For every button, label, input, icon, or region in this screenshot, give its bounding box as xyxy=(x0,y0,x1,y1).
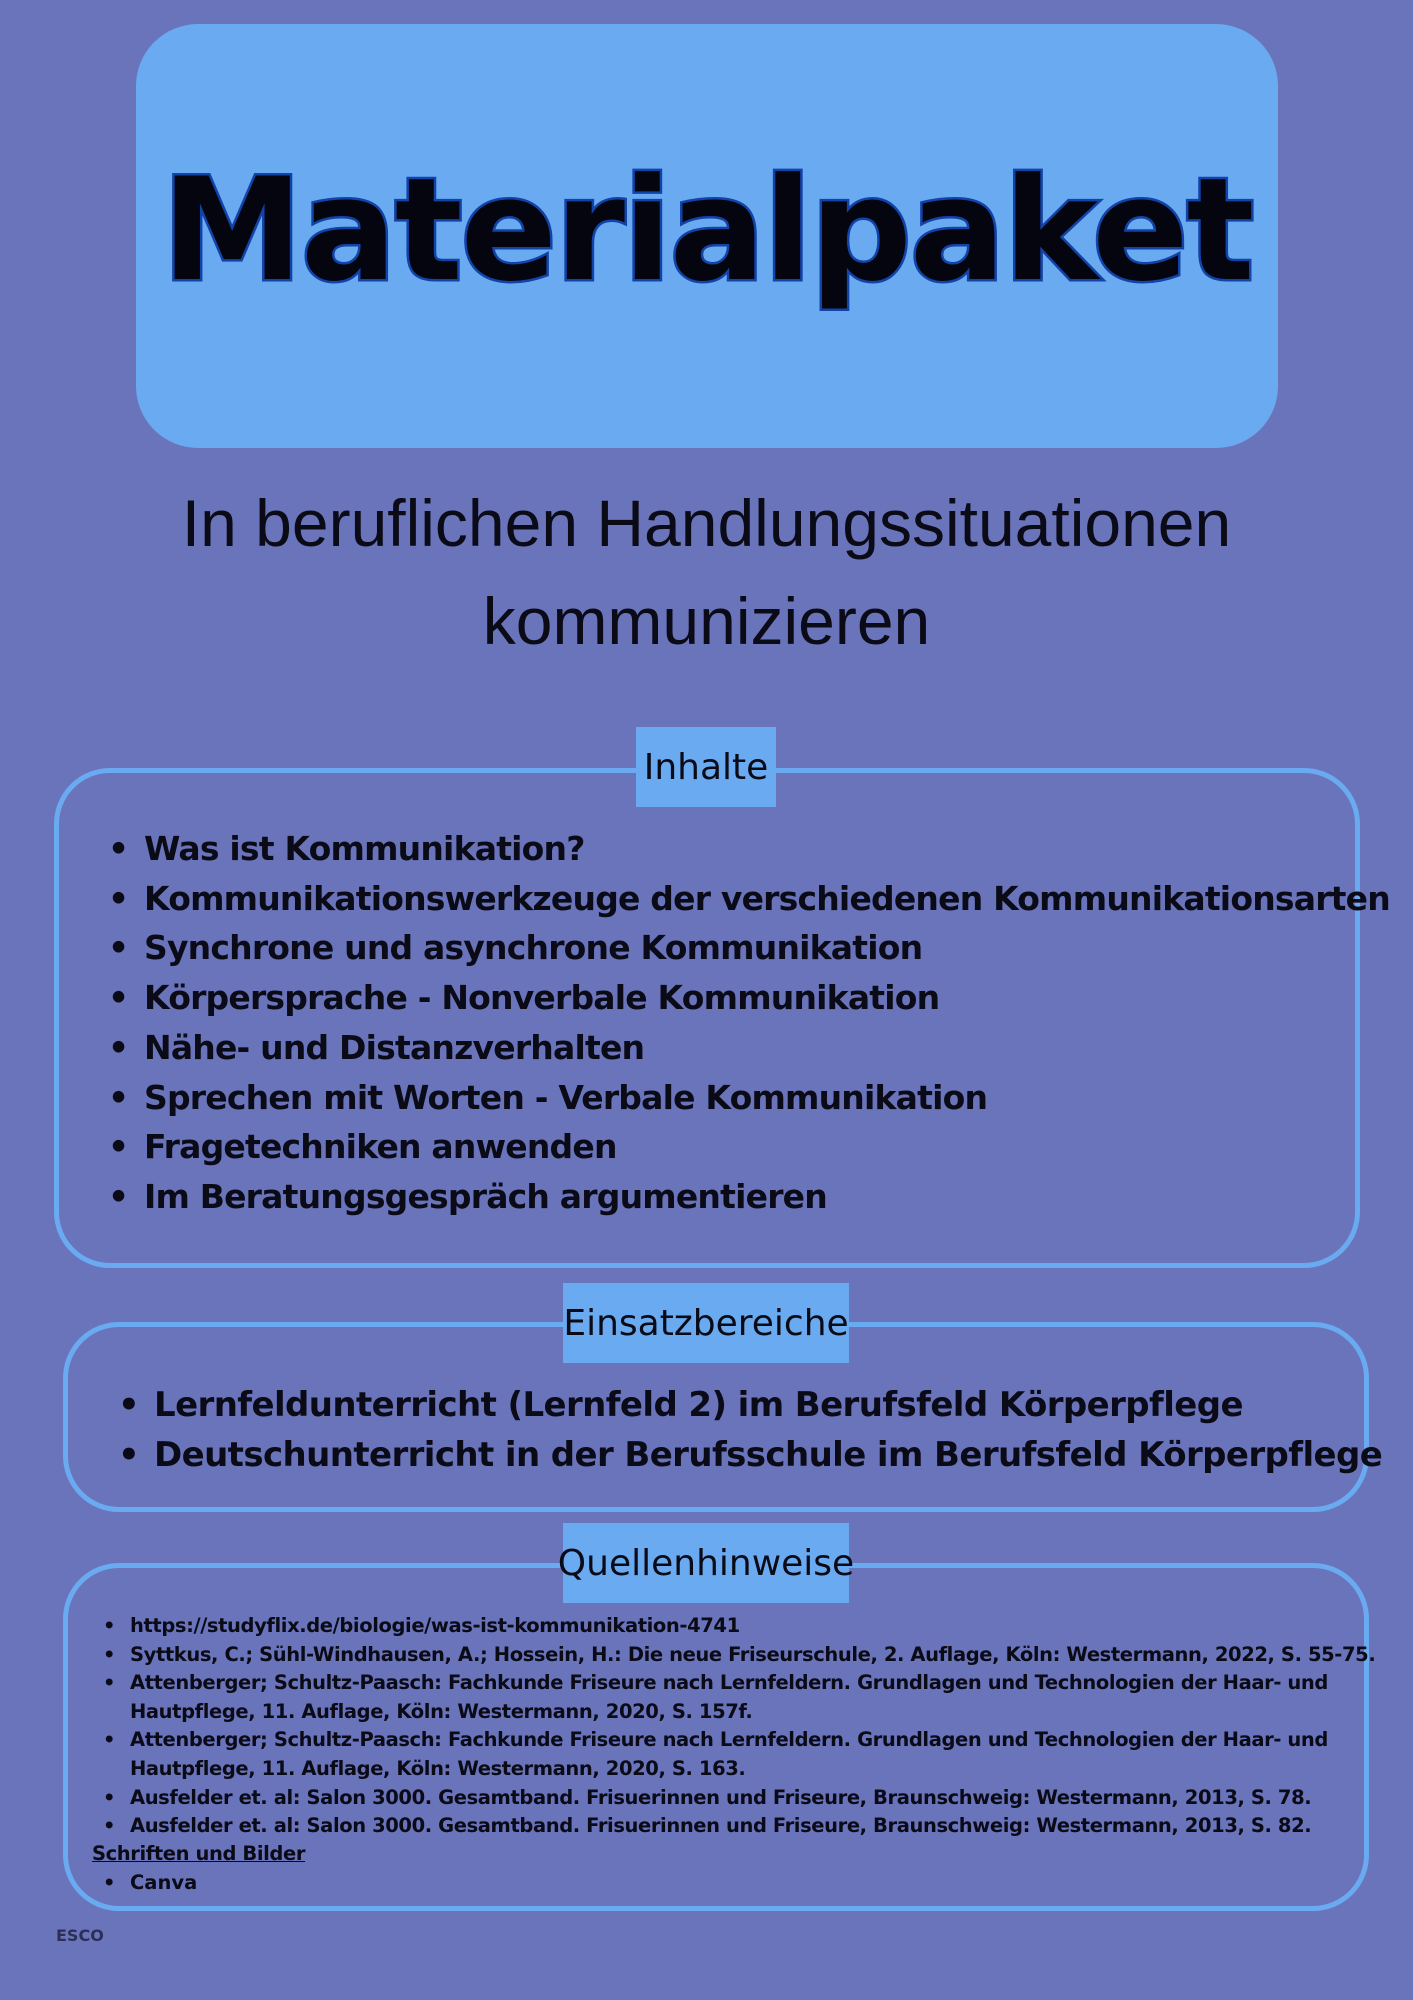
source-item xyxy=(103,1784,1375,1813)
fonts-images-list xyxy=(103,1869,198,1898)
bullet-icon: • xyxy=(103,1671,116,1695)
bullet-icon: • xyxy=(108,1127,129,1167)
bullet-icon: • xyxy=(103,1614,116,1637)
bullet-icon: • xyxy=(108,829,129,868)
footer-author: ESCO xyxy=(56,1926,104,1945)
source-item xyxy=(103,1641,1376,1670)
bullet-icon: • xyxy=(108,928,129,968)
list-item-text: Nähe- und Distanzverhalten xyxy=(144,1027,645,1067)
bullet-icon: • xyxy=(108,878,129,918)
source-text: Ausfelder et. al: Salon 3000. Gesamtband. Frisuerinnen und Friseure, Braunschweig: Westermann, 2013, S. 78. xyxy=(130,1785,1312,1809)
list-item-text: Was ist Kommunikation? xyxy=(144,829,585,868)
list-item xyxy=(108,1172,1390,1222)
list-item xyxy=(118,1430,1383,1480)
list-item xyxy=(103,1869,198,1898)
list-item xyxy=(108,874,1390,924)
source-text: Attenberger; Schultz-Paasch: Fachkunde Friseure nach Lernfeldern. Grundlagen und Technologien der Haar- und xyxy=(130,1671,1328,1695)
bullet-icon: • xyxy=(103,1785,116,1809)
source-item xyxy=(103,1812,1375,1841)
einsatzbereiche-label: Einsatzbereiche xyxy=(563,1283,849,1363)
list-item xyxy=(118,1380,1382,1430)
list-item xyxy=(108,1073,1390,1123)
page-title: Materialpaket xyxy=(161,148,1253,313)
source-text-continued: Hautpflege, 11. Auflage, Köln: Westermann, 2020, S. 157f. xyxy=(130,1699,753,1723)
source-text: Attenberger; Schultz-Paasch: Fachkunde Friseure nach Lernfeldern. Grundlagen und Technologien der Haar- und xyxy=(130,1728,1328,1752)
list-item-text: Synchrone und asynchrone Kommunikation xyxy=(144,928,923,968)
list-item-text: Fragetechniken anwenden xyxy=(144,1127,617,1167)
list-item-text: Deutschunterricht in der Berufsschule im Berufsfeld Körperpflege xyxy=(154,1435,1383,1475)
fonts-images-heading: Schriften und Bilder xyxy=(92,1842,306,1865)
list-item xyxy=(108,1122,1390,1172)
subtitle-line-1: In beruflichen Handlungssituationen xyxy=(181,486,1232,560)
bullet-icon: • xyxy=(103,1814,116,1838)
inhalte-label: Inhalte xyxy=(636,727,776,807)
source-text: Ausfelder et. al: Salon 3000. Gesamtband. Frisuerinnen und Friseure, Braunschweig: Westermann, 2013, S. 82. xyxy=(130,1814,1312,1838)
source-link[interactable]: https://studyflix.de/biologie/was-ist-kommunikation-4741 xyxy=(130,1614,740,1637)
quellenhinweise-label: Quellenhinweise xyxy=(563,1523,849,1603)
title-banner xyxy=(136,24,1278,448)
list-item-text: Canva xyxy=(130,1871,198,1894)
source-item xyxy=(103,1669,1375,1726)
list-item xyxy=(108,1023,1390,1073)
einsatzbereiche-list xyxy=(118,1380,1383,1480)
list-item xyxy=(108,923,1390,973)
bullet-icon: • xyxy=(108,978,129,1018)
list-item-text: Körpersprache - Nonverbale Kommunikation xyxy=(144,978,940,1018)
list-item-text: Kommunikationswerkzeuge der verschiedenen Kommunikationsarten xyxy=(144,878,1390,918)
bullet-icon: • xyxy=(108,1077,129,1117)
sources-list xyxy=(103,1612,1376,1841)
bullet-icon: • xyxy=(103,1871,116,1894)
source-text-continued: Hautpflege, 11. Auflage, Köln: Westermann, 2020, S. 163. xyxy=(130,1756,746,1780)
source-item xyxy=(103,1612,1375,1641)
list-item-text: Sprechen mit Worten - Verbale Kommunikation xyxy=(144,1077,988,1117)
bullet-icon: • xyxy=(108,1027,129,1067)
inhalte-list xyxy=(108,824,1390,1222)
list-item-text: Lernfeldunterricht (Lernfeld 2) im Berufsfeld Körperpflege xyxy=(154,1385,1243,1425)
source-text: Syttkus, C.; Sühl-Windhausen, A.; Hossein, H.: Die neue Friseurschule, 2. Auflage, Köln: Westermann, 2022, S. 55-75. xyxy=(130,1642,1376,1666)
bullet-icon: • xyxy=(103,1642,116,1666)
subtitle-line-2: kommunizieren xyxy=(482,584,931,658)
subtitle xyxy=(0,474,1413,670)
bullet-icon: • xyxy=(108,1176,129,1216)
bullet-icon: • xyxy=(103,1728,116,1752)
bullet-icon: • xyxy=(118,1385,140,1425)
list-item xyxy=(108,973,1390,1023)
list-item xyxy=(108,824,1390,874)
list-item-text: Im Beratungsgespräch argumentieren xyxy=(144,1176,827,1216)
bullet-icon: • xyxy=(118,1435,140,1475)
source-item xyxy=(103,1726,1375,1783)
